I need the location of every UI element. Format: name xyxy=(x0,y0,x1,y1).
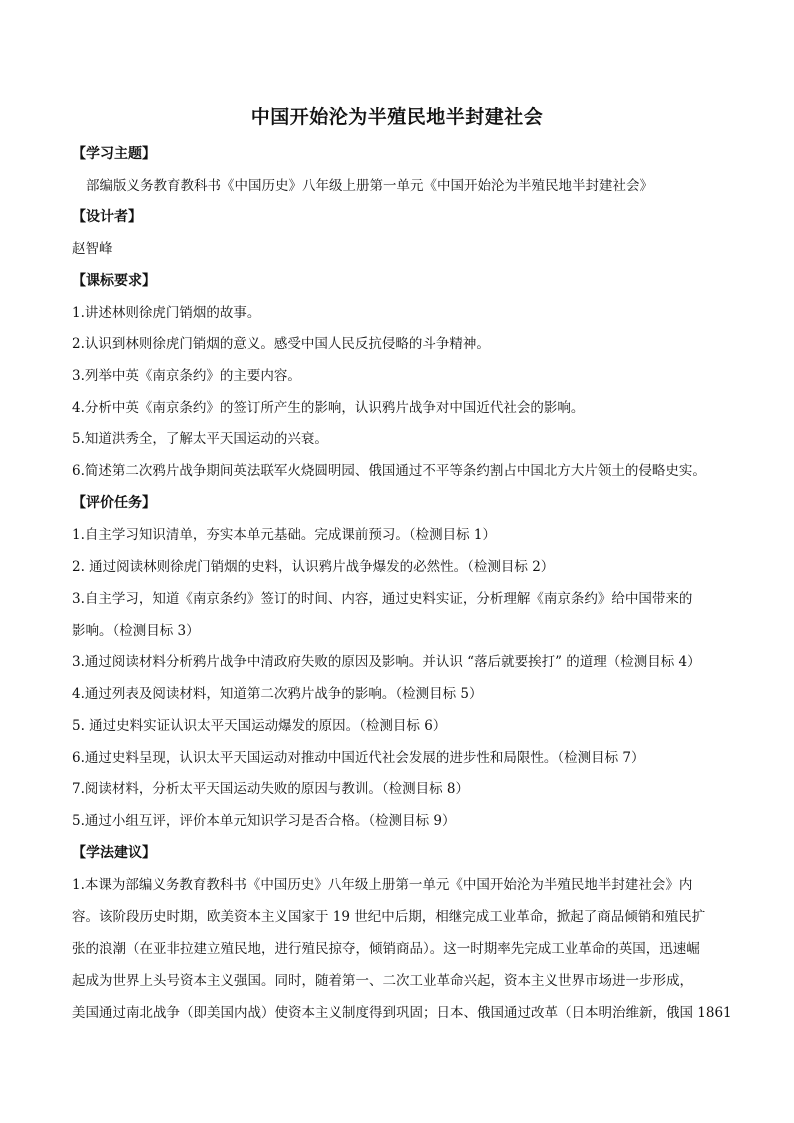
task-item: 3.自主学习，知道《南京条约》签订的时间、内容，通过史料实证，分析理解《南京条约》给中国带来的 xyxy=(72,591,693,607)
standard-item: 4.分析中英《南京条约》的签订所产生的影响，认识鸦片战争对中国近代社会的影响。 xyxy=(72,400,585,416)
standard-item: 3.列举中英《南京条约》的主要内容。 xyxy=(72,368,301,384)
task-item: 5. 通过史料实证认识太平天国运动爆发的原因。（检测目标 6） xyxy=(72,718,447,734)
methods-paragraph-line: 张的浪潮（在亚非拉建立殖民地，进行殖民掠夺，倾销商品）。这一时期率先完成工业革命的英国，迅速崛 xyxy=(72,941,700,957)
task-item: 3.通过阅读材料分析鸦片战争中清政府失败的原因及影响。并认识 “落后就要挨打” 的道理（检测目标 4） xyxy=(72,654,701,670)
section-heading-designer: 【设计者】 xyxy=(72,209,142,225)
task-item: 2. 通过阅读林则徐虎门销烟的史料，认识鸦片战争爆发的必然性。（检测目标 2） xyxy=(72,559,555,575)
methods-paragraph-line: 容。该阶段历史时期，欧美资本主义国家于 19 世纪中后期，相继完成工业革命，掀起了商品倾销和殖民扩 xyxy=(72,909,706,925)
section-heading-standards: 【课标要求】 xyxy=(72,273,156,289)
task-item: 影响。（检测目标 3） xyxy=(72,623,200,639)
task-item: 4.通过列表及阅读材料，知道第二次鸦片战争的影响。（检测目标 5） xyxy=(72,686,483,702)
topic-text: 部编版义务教育教科书《中国历史》八年级上册第一单元《中国开始沦为半殖民地半封建社会》 xyxy=(86,178,653,194)
designer-name: 赵智峰 xyxy=(72,241,113,257)
methods-paragraph-line: 起成为世界上头号资本主义强国。同时，随着第一、二次工业革命兴起，资本主义世界市场进一步形成， xyxy=(72,973,693,989)
task-item: 7.阅读材料，分析太平天国运动失败的原因与教训。（检测目标 8） xyxy=(72,781,470,797)
section-heading-tasks: 【评价任务】 xyxy=(72,495,156,511)
methods-paragraph-line: 1.本课为部编义务教育教科书《中国历史》八年级上册第一单元《中国开始沦为半殖民地半封建社会》内 xyxy=(72,877,693,893)
standard-item: 1.讲述林则徐虎门销烟的故事。 xyxy=(72,305,261,321)
task-item: 5.通过小组互评，评价本单元知识学习是否合格。（检测目标 9） xyxy=(72,813,456,829)
document-title: 中国开始沦为半殖民地半封建社会 xyxy=(250,106,544,128)
methods-paragraph-line: 美国通过南北战争（即美国内战）使资本主义制度得到巩固；日本、俄国通过改革（日本明治维新，俄国 1861 xyxy=(72,1005,732,1021)
standard-item: 6.简述第二次鸦片战争期间英法联军火烧圆明园、俄国通过不平等条约割占中国北方大片领土的侵略史实。 xyxy=(72,463,706,479)
standard-item: 2.认识到林则徐虎门销烟的意义。感受中国人民反抗侵略的斗争精神。 xyxy=(72,336,490,352)
section-heading-topic: 【学习主题】 xyxy=(72,146,156,162)
standard-item: 5.知道洪秀全，了解太平天国运动的兴衰。 xyxy=(72,431,328,447)
section-heading-methods: 【学法建议】 xyxy=(72,845,156,861)
task-item: 6.通过史料呈现，认识太平天国运动对推动中国近代社会发展的进步性和局限性。（检测目标 7） xyxy=(72,750,645,766)
task-item: 1.自主学习知识清单，夯实本单元基础。完成课前预习。（检测目标 1） xyxy=(72,527,497,543)
